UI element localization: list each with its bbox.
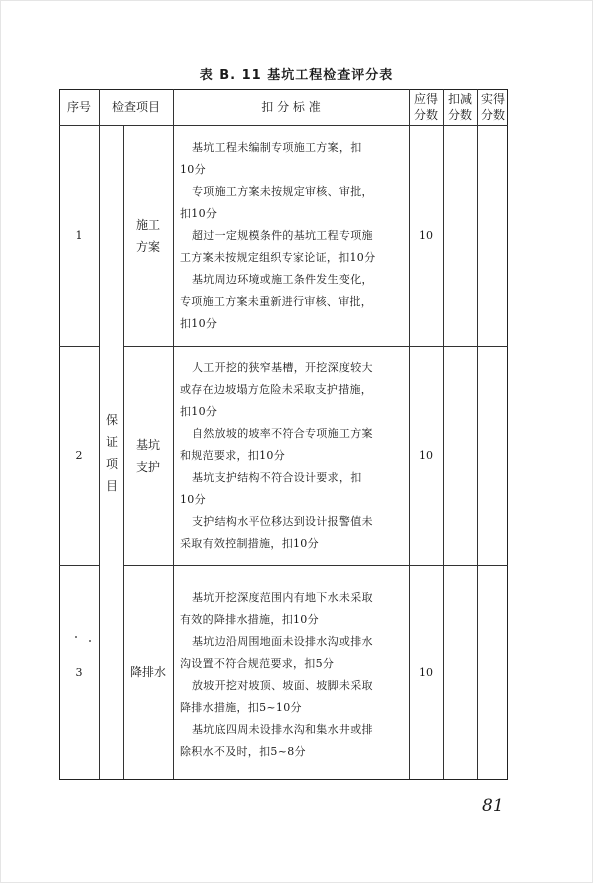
- header-deduct: 扣减分数: [447, 92, 472, 122]
- scan-speck: [89, 640, 91, 642]
- criteria-line: 超过一定规模条件的基坑工程专项施: [192, 229, 373, 242]
- group-label-guarantee: 保证项目: [105, 413, 118, 493]
- criteria-line: 降排水措施，扣5~10分: [180, 701, 302, 714]
- criteria-line: 扣10分: [180, 317, 218, 330]
- criteria-line: 有效的降排水措施，扣10分: [180, 613, 319, 626]
- row-1-item-label: 施工方案: [135, 217, 160, 254]
- row-2-criteria: [180, 357, 406, 555]
- criteria-line: 或存在边坡塌方危险未采取支护措施，: [180, 383, 373, 396]
- criteria-line: 基坑边沿周围地面未设排水沟或排水: [192, 635, 373, 648]
- row-2-score: 10: [419, 449, 433, 462]
- criteria-line: 扣10分: [180, 207, 218, 220]
- row-3-item: 降排水: [129, 665, 166, 679]
- criteria-line: 沟设置不符合规范要求，扣5分: [180, 657, 335, 670]
- criteria-line: 采取有效控制措施，扣10分: [180, 537, 319, 550]
- criteria-line: 10分: [180, 493, 206, 506]
- criteria-line: 人工开挖的狭窄基槽，开挖深度较大: [192, 361, 373, 374]
- row-3-score: 10: [419, 665, 433, 679]
- col-divider: [173, 89, 174, 779]
- header-item: 检查项目: [111, 100, 160, 114]
- criteria-line: 支护结构水平位移达到设计报警值未: [192, 515, 373, 528]
- header-actual: 实得分数: [480, 92, 505, 122]
- criteria-line: 自然放坡的坡率不符合专项施工方案: [192, 427, 373, 440]
- criteria-line: 基坑开挖深度范围内有地下水未采取: [192, 591, 373, 604]
- criteria-line: 基坑工程未编制专项施工方案，扣: [192, 141, 362, 154]
- criteria-line: 基坑底四周未设排水沟和集水井或排: [192, 723, 373, 736]
- col-divider: [99, 89, 100, 779]
- header-criteria: 扣 分 标 准: [261, 100, 321, 114]
- criteria-line: 和规范要求，扣10分: [180, 449, 285, 462]
- criteria-line: 专项施工方案未重新进行审核、审批，: [180, 295, 373, 308]
- row-2-seq: 2: [75, 449, 83, 462]
- criteria-line: 除积水不及时，扣5~8分: [180, 745, 306, 758]
- header-seq: 序号: [66, 100, 91, 114]
- criteria-line: 放坡开挖对坡顶、坡面、坡脚未采取: [192, 679, 373, 692]
- col-divider: [477, 89, 478, 779]
- col-divider: [443, 89, 444, 779]
- scan-speck: [75, 636, 77, 638]
- row-3-criteria: [180, 587, 406, 763]
- row-3-seq: 3: [75, 665, 83, 679]
- criteria-line: 扣10分: [180, 405, 218, 418]
- row-1-item: [127, 125, 169, 346]
- criteria-line: 10分: [180, 163, 206, 176]
- row-1-seq: 1: [75, 229, 83, 242]
- criteria-line: 工方案未按规定组织专家论证，扣10分: [180, 251, 376, 264]
- header-due: 应得分数: [413, 92, 438, 122]
- row-divider: [123, 565, 508, 566]
- score-table: [59, 89, 509, 781]
- row-1-criteria: [180, 137, 406, 335]
- col-divider: [123, 125, 124, 779]
- row-1-score: 10: [419, 229, 433, 242]
- criteria-line: 基坑支护结构不符合设计要求，扣: [192, 471, 362, 484]
- page-number: 81: [482, 796, 504, 816]
- row-2-item: [127, 346, 169, 565]
- row-2-item-label: 基坑支护: [135, 437, 160, 474]
- criteria-line: 专项施工方案未按规定审核、审批，: [192, 185, 373, 198]
- row-divider: [123, 346, 508, 347]
- table-title: 表 B. 11 基坑工程检查评分表: [199, 68, 394, 83]
- criteria-line: 基坑周边环境或施工条件发生变化，: [192, 273, 373, 286]
